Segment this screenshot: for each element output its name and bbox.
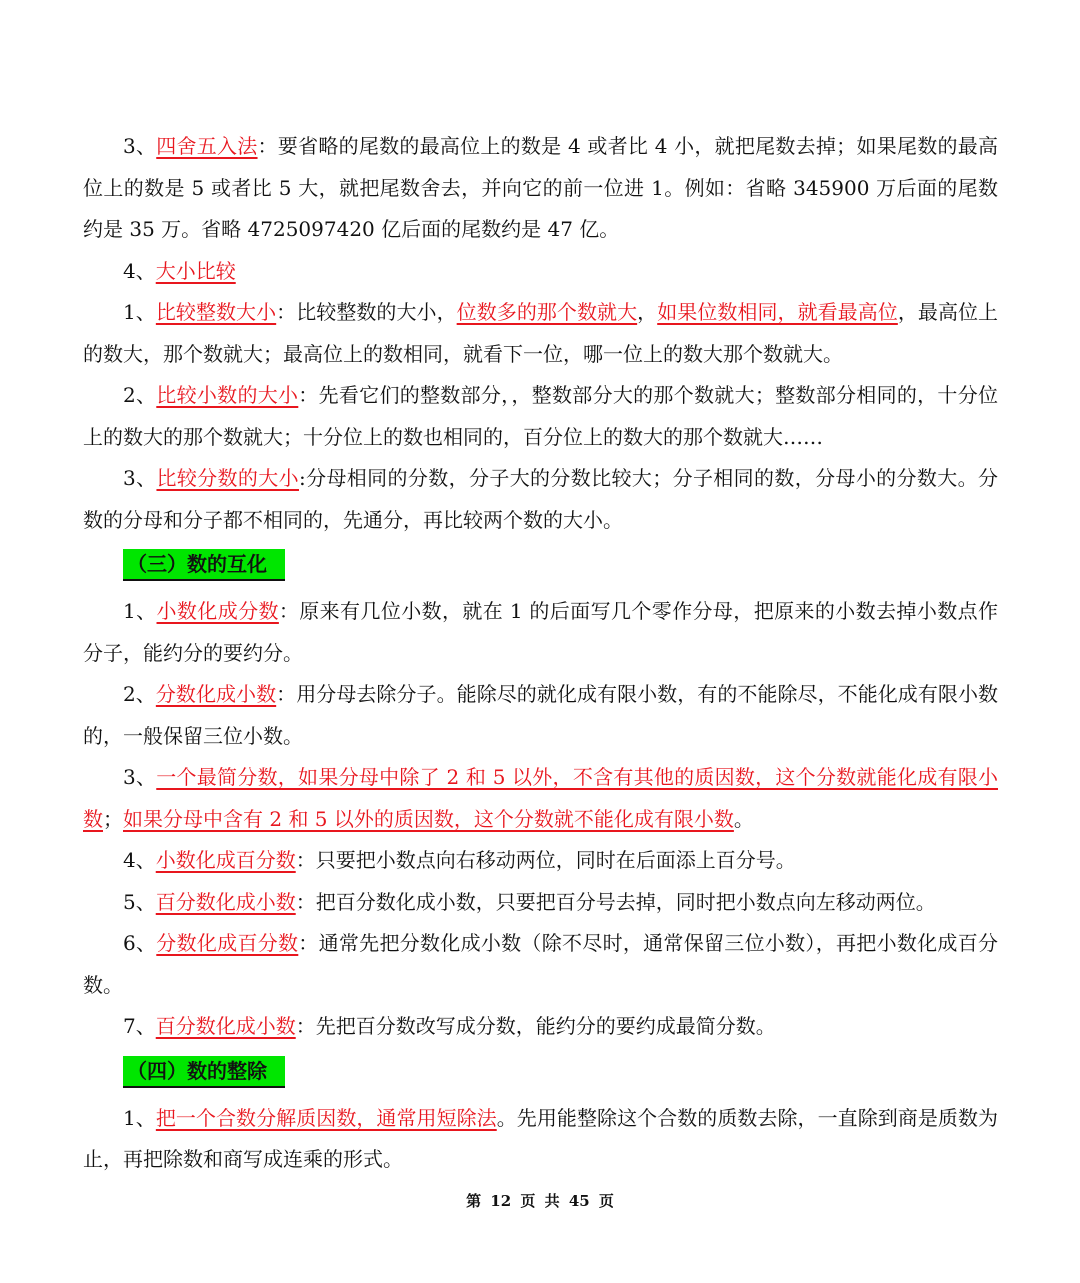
keyword-term: 位数多的那个数就大 xyxy=(456,300,638,324)
intro-block xyxy=(83,126,998,541)
paragraph-text: ：比较整数的大小， xyxy=(276,300,457,324)
paragraph-text: 5、 xyxy=(123,889,156,914)
section-heading-label: （四）数的整除 xyxy=(123,1056,285,1088)
paragraph-text: ：只要把小数点向右移动两位，同时在后面添上百分号。 xyxy=(295,848,796,872)
paragraph-compare-integers xyxy=(83,292,998,375)
paragraph-text: ：先把百分数改写成分数，能约分的要约成最简分数。 xyxy=(295,1014,776,1038)
paragraph-text: 6、 xyxy=(123,931,157,955)
paragraph-text: 2、 xyxy=(123,383,157,407)
paragraph-text: 4、 xyxy=(123,848,156,872)
keyword-term: 百分数化成小数 xyxy=(155,889,296,914)
paragraph-size-compare-title xyxy=(83,251,998,293)
keyword-term: 一个最简分数，如果分母中除了 2 和 5 以外，不含有其他的质因数，这个分数就能化成有限小数 xyxy=(83,765,998,831)
section-heading-conversion xyxy=(123,549,998,583)
paragraph-prime-factorization xyxy=(83,1098,998,1181)
paragraph-percent-to-decimal xyxy=(83,882,998,924)
paragraph-text: ； xyxy=(103,806,123,831)
section-heading-divisibility xyxy=(123,1056,998,1090)
paragraph-text: 3、 xyxy=(123,134,157,158)
keyword-term: 四舍五入法 xyxy=(156,134,258,158)
keyword-term: 大小比较 xyxy=(155,258,236,283)
paragraph-text: 2、 xyxy=(123,682,156,706)
paragraph-text: ：通常先把分数化成小数（除不尽时，通常保留三位小数），再把小数化成百分数。 xyxy=(83,931,998,997)
paragraph-decimal-to-percent xyxy=(83,840,998,882)
paragraph-text: ， xyxy=(637,300,658,324)
paragraph-text: :分母相同的分数，分子大的分数比较大；分子相同的数，分母小的分数大。分数的分母和分子都不相同的，先通分，再比较两个数的大小。 xyxy=(83,466,998,532)
paragraph-fraction-to-percent xyxy=(83,923,998,1006)
paragraph-percent-to-fraction xyxy=(83,1006,998,1048)
keyword-term: 比较整数大小 xyxy=(155,300,277,324)
paragraph-text: ：要省略的尾数的最高位上的数是 4 或者比 4 小，就把尾数去掉；如果尾数的最高位上的数是 5 或者比 5 大，就把尾数舍去，并向它的前一位进 1。例如：省略 345900 万后面的尾数约是 35 万。省略 4725097420 亿后面的尾数约是 47 亿。 xyxy=(83,134,998,241)
paragraph-decimal-to-fraction xyxy=(83,591,998,674)
keyword-term: 分数化成百分数 xyxy=(156,931,299,955)
keyword-term: 百分数化成小数 xyxy=(155,1014,296,1038)
paragraph-text: 1、 xyxy=(123,599,157,623)
paragraph-compare-decimals xyxy=(83,375,998,458)
divisibility-block xyxy=(83,1098,998,1181)
keyword-term: 如果分母中含有 2 和 5 以外的质因数，这个分数就不能化成有限小数 xyxy=(123,806,734,831)
paragraph-text: ，最高位上的数大，那个数就大；最高位上的数相同，就看下一位，哪一位上的数大那个数就大。 xyxy=(83,300,999,366)
keyword-term: 分数化成小数 xyxy=(155,682,277,706)
keyword-term: 比较小数的大小 xyxy=(156,383,299,407)
keyword-term: 小数化成分数 xyxy=(156,599,279,623)
conversion-block xyxy=(83,591,998,1048)
paragraph-text: 3、 xyxy=(123,765,157,789)
paragraph-text: 1、 xyxy=(123,300,156,324)
keyword-term: 把一个合数分解质因数，通常用短除法 xyxy=(155,1105,497,1130)
keyword-term: 如果位数相同，就看最高位 xyxy=(657,300,898,324)
paragraph-text: 1、 xyxy=(123,1105,156,1130)
paragraph-text: 3、 xyxy=(123,466,157,490)
paragraph-finite-decimal-rule xyxy=(83,757,998,840)
paragraph-rounding xyxy=(83,126,998,251)
keyword-term: 小数化成百分数 xyxy=(155,848,296,872)
paragraph-text: 7、 xyxy=(123,1014,156,1038)
paragraph-text: ：先看它们的整数部分，，整数部分大的那个数就大；整数部分相同的，十分位上的数大的那个数就大；十分位上的数也相同的，百分位上的数大的那个数就大…… xyxy=(83,383,998,449)
document-body xyxy=(83,126,998,1181)
paragraph-compare-fractions xyxy=(83,458,998,541)
paragraph-text: ：用分母去除分子。能除尽的就化成有限小数，有的不能除尽，不能化成有限小数的，一般保留三位小数。 xyxy=(83,682,999,748)
section-heading-label: （三）数的互化 xyxy=(123,549,285,581)
paragraph-fraction-to-decimal xyxy=(83,674,998,757)
paragraph-text: ：原来有几位小数，就在 1 的后面写几个零作分母，把原来的小数去掉小数点作分子，能约分的要约分。 xyxy=(83,599,998,665)
paragraph-text: ：把百分数化成小数，只要把百分号去掉，同时把小数点向左移动两位。 xyxy=(295,889,936,914)
paragraph-text: 4、 xyxy=(123,258,156,283)
page-footer: 第 12 页 共 45 页 xyxy=(466,1192,614,1210)
keyword-term: 比较分数的大小 xyxy=(156,466,299,490)
paragraph-text: 。先用能整除这个合数的质数去除，一直除到商是质数为止，再把除数和商写成连乘的形式。 xyxy=(83,1105,999,1171)
paragraph-text: 。 xyxy=(733,806,754,831)
